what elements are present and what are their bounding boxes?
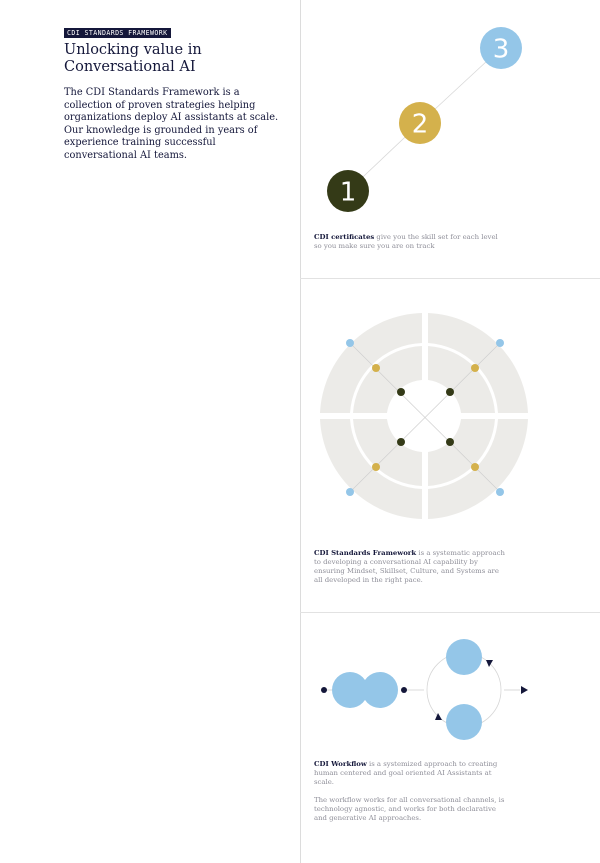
intro-paragraph: The CDI Standards Framework is a collection of proven strategies helping organizations deploy AI assistants at scale. Our knowledge is grounded in years of experience training successful conversational AI teams. [64,87,279,161]
workflow-loop-bottom [446,704,482,740]
inner-node-tl [397,388,405,396]
outer-node-br [496,488,504,496]
middle-node-bl [372,463,380,471]
level-3-badge [480,27,522,69]
level-2-number: 2 [411,109,429,140]
workflow-panel [300,613,600,863]
workflow-join-dot [401,687,407,693]
framework-caption-strong: CDI Standards Framework [314,549,417,557]
certificates-caption-strong: CDI certificates [314,233,375,241]
outer-node-tl [346,339,354,347]
level-1-number: 1 [339,177,357,208]
level-1-badge [327,170,369,212]
inner-node-tr [446,388,454,396]
certificates-caption-text: give you the skill set for each level so you make sure you are on track [314,233,498,250]
framework-rings-illustration [300,279,600,539]
workflow-caption [314,760,506,823]
page-title: Unlocking value in Conversational AI [64,42,202,75]
outer-node-tr [496,339,504,347]
outer-node-bl [346,488,354,496]
level-3-number: 3 [492,34,510,65]
workflow-caption-second: The workflow works for all conversational channels, is technology agnostic, and works for both declarative and generative AI approaches. [314,796,505,822]
framework-panel [300,279,600,611]
level-2-badge [399,102,441,144]
inner-node-bl [397,438,405,446]
workflow-loop-top [446,639,482,675]
certificates-panel [300,0,600,278]
framework-caption [314,549,506,585]
middle-node-br [471,463,479,471]
workflow-diagram [300,613,600,753]
certificates-caption [314,233,506,251]
workflow-step-b [362,672,398,708]
inner-node-br [446,438,454,446]
workflow-caption-text: is a systemized approach to creating human centered and goal oriented AI Assistants at scale. [314,760,498,786]
framework-caption-text: is a systematic approach to developing a conversational AI capability by ensuring Mindset, Skillset, Culture, and Systems are all developed in the right pace. [314,549,505,584]
eyebrow-label: CDI STANDARDS FRAMEWORK [64,28,171,38]
workflow-start-dot [321,687,327,693]
middle-node-tr [471,364,479,372]
middle-node-tl [372,364,380,372]
workflow-caption-strong: CDI Workflow [314,760,367,768]
workflow-exit-arrow-icon [521,686,528,694]
workflow-caption-first [314,760,506,787]
